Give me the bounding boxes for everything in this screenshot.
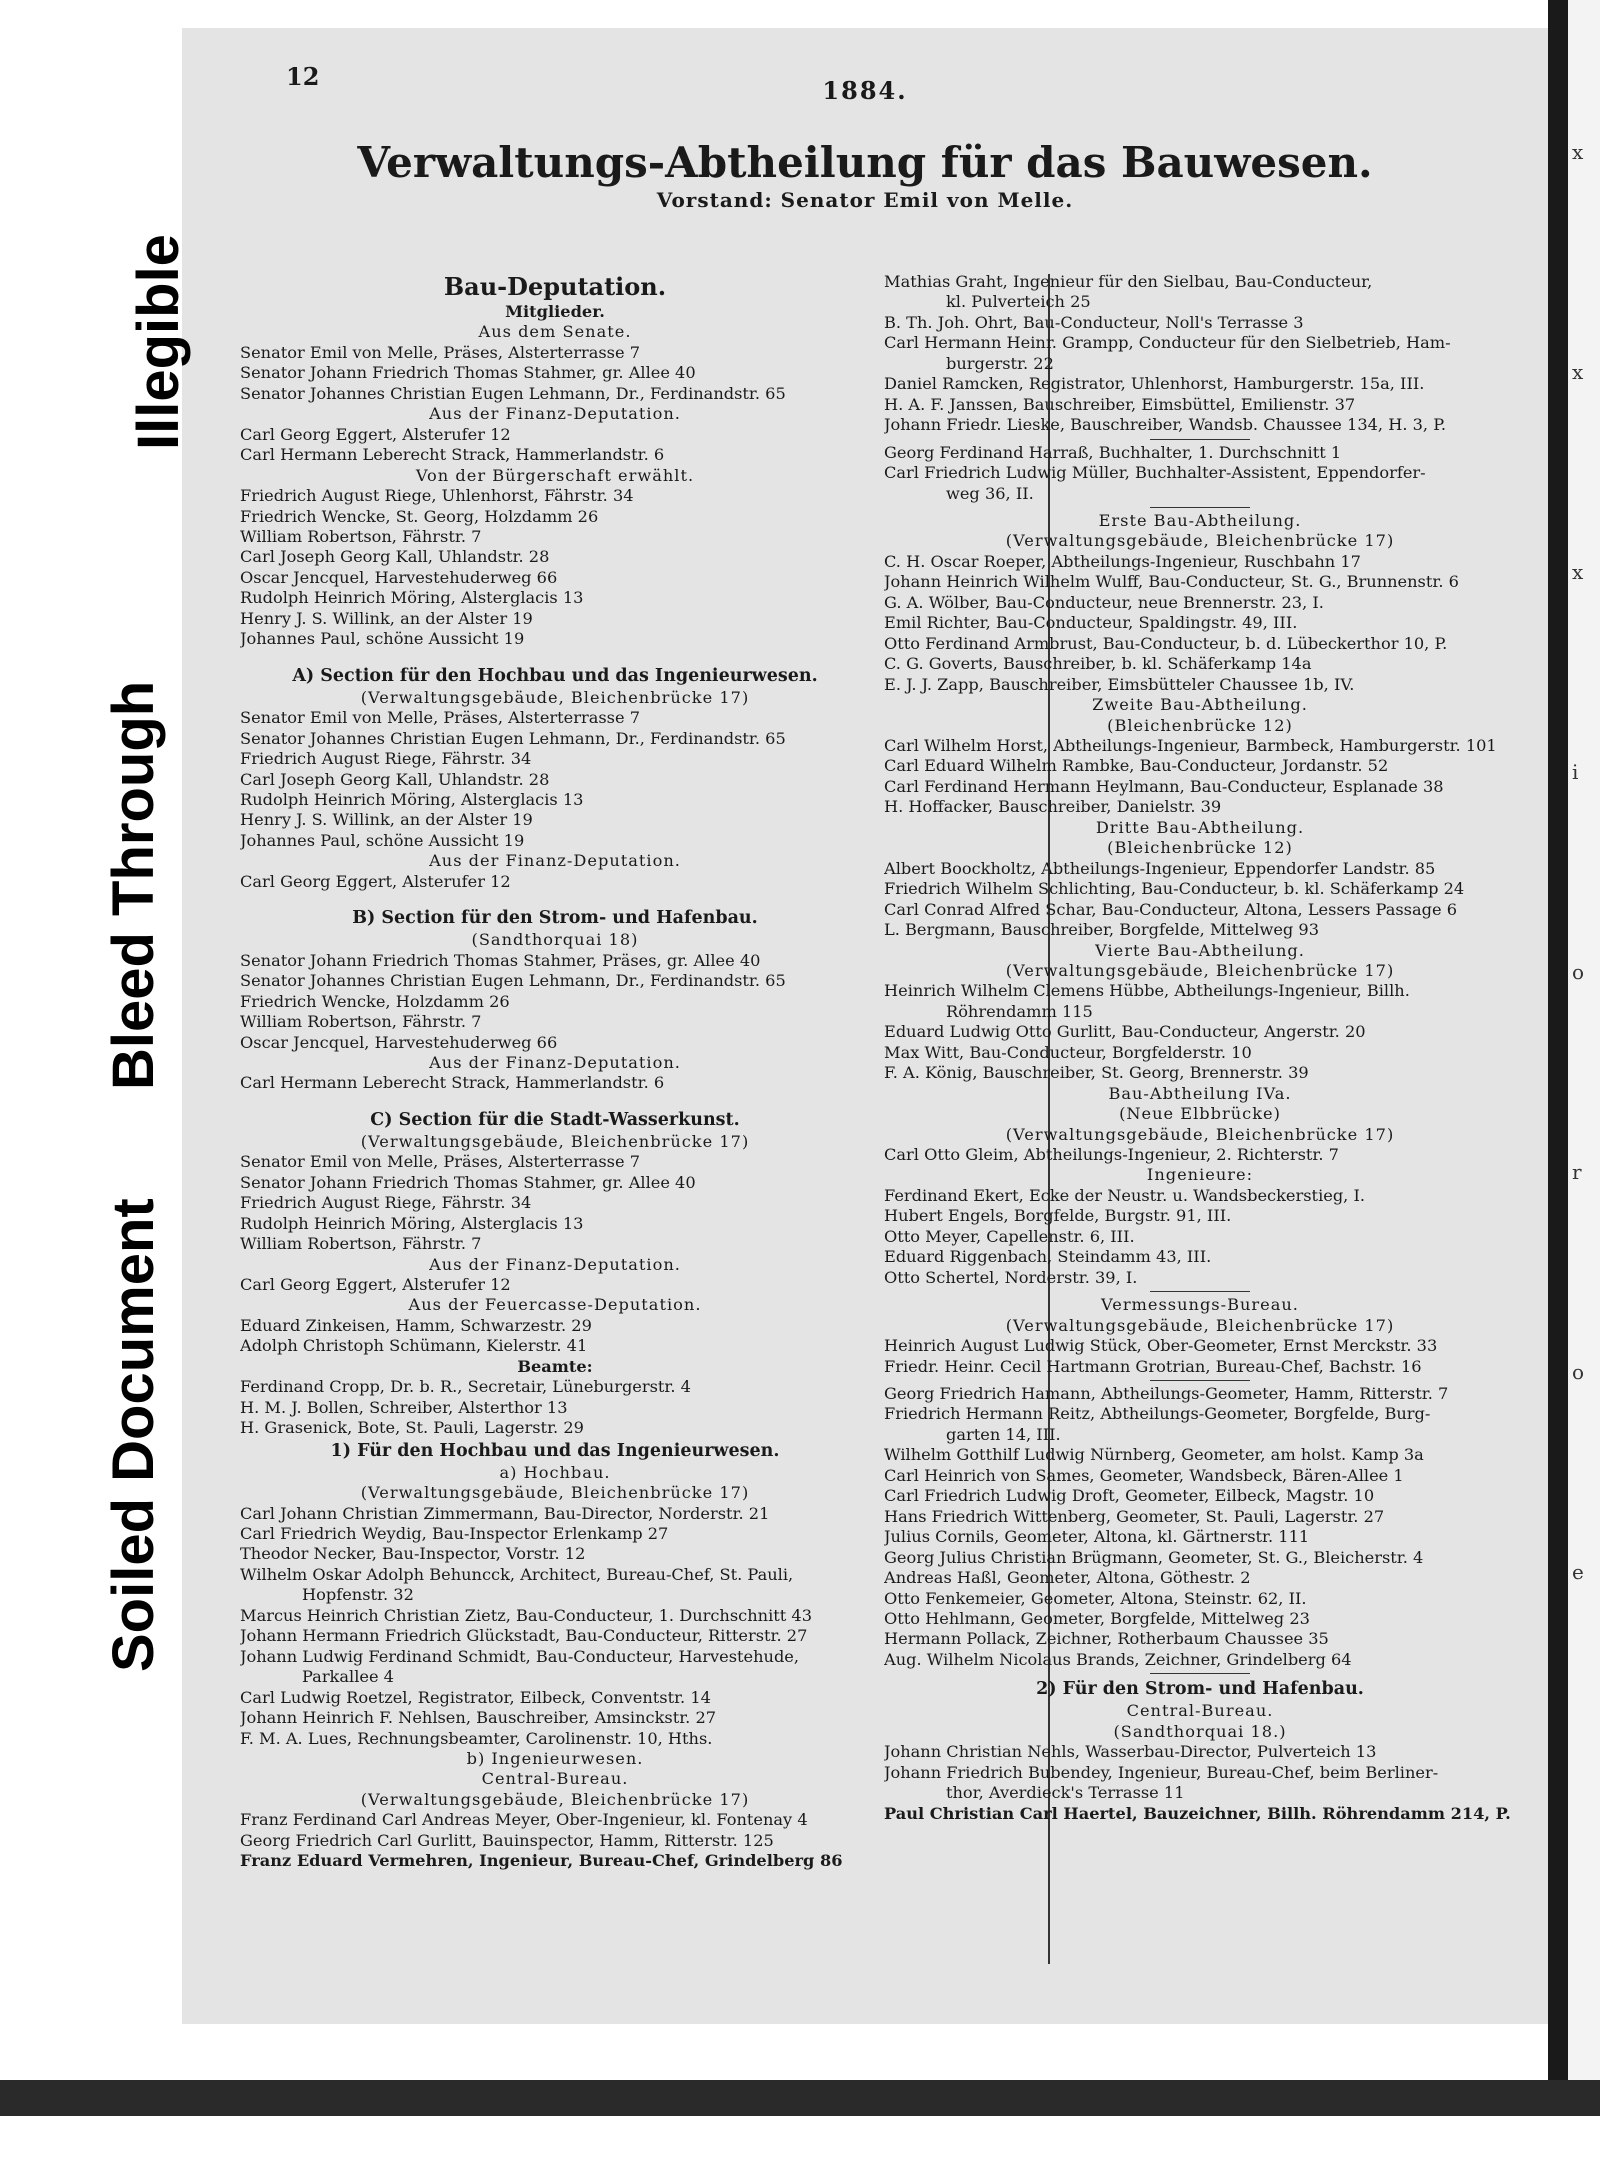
group-caption: (Sandthorquai 18) bbox=[471, 930, 639, 950]
page-year: 1884. bbox=[822, 76, 908, 105]
group-caption: Dritte Bau-Abtheilung. bbox=[1095, 817, 1305, 837]
entry-line: Aug. Wilhelm Nicolaus Brands, Zeichner, Grindelberg 64 bbox=[884, 1649, 1352, 1669]
separator-rule bbox=[1150, 1673, 1250, 1674]
group-caption: Vermessungs-Bureau. bbox=[1101, 1295, 1299, 1315]
entry-line: L. Bergmann, Bauschreiber, Borgfelde, Mittelweg 93 bbox=[884, 920, 1319, 940]
entry-line: Eduard Riggenbach, Steindamm 43, III. bbox=[884, 1247, 1212, 1267]
entry-continuation: kl. Pulverteich 25 bbox=[946, 292, 1091, 312]
entry-continuation: weg 36, II. bbox=[946, 483, 1034, 503]
page-vorstand: Vorstand: Senator Emil von Melle. bbox=[656, 188, 1074, 212]
group-caption: (Verwaltungsgebäude, Bleichenbrücke 17) bbox=[360, 687, 750, 707]
entry-line: Franz Eduard Vermehren, Ingenieur, Bureau-Chef, Grindelberg 86 bbox=[240, 1851, 843, 1871]
entry-line: E. J. J. Zapp, Bauschreiber, Eimsbütteler Chaussee 1b, IV. bbox=[884, 674, 1355, 694]
entry-continuation: Parkallee 4 bbox=[302, 1667, 394, 1687]
entry-line: F. M. A. Lues, Rechnungsbeamter, Carolinenstr. 10, Hths. bbox=[240, 1728, 713, 1748]
entry-line: Max Witt, Bau-Conducteur, Borgfelderstr. 10 bbox=[884, 1042, 1252, 1062]
spacer bbox=[240, 1094, 870, 1108]
entry-line: Emil Richter, Bau-Conducteur, Spaldingstr. 49, III. bbox=[884, 613, 1298, 633]
scan-bottom-edge bbox=[0, 2080, 1600, 2116]
entry-line: H. Grasenick, Bote, St. Pauli, Lagerstr. 29 bbox=[240, 1418, 584, 1438]
entry-line: Rudolph Heinrich Möring, Alsterglacis 13 bbox=[240, 789, 584, 809]
entry-line: Friedrich Hermann Reitz, Abtheilungs-Geometer, Borgfelde, Burg- bbox=[884, 1404, 1431, 1424]
entry-line: Johann Ludwig Ferdinand Schmidt, Bau-Conducteur, Harvestehude, bbox=[240, 1646, 800, 1666]
group-caption: (Verwaltungsgebäude, Bleichenbrücke 17) bbox=[1005, 1315, 1395, 1335]
group-caption: Central-Bureau. bbox=[1126, 1701, 1274, 1721]
entry-line: Andreas Haßl, Geometer, Altona, Göthestr. 2 bbox=[884, 1568, 1251, 1588]
entry-line: C. G. Goverts, Bauschreiber, b. kl. Schäferkamp 14a bbox=[884, 654, 1312, 674]
entry-line: Ferdinand Cropp, Dr. b. R., Secretair, Lüneburgerstr. 4 bbox=[240, 1377, 691, 1397]
section-heading: 2) Für den Strom- und Hafenbau. bbox=[1036, 1679, 1364, 1700]
entry-line: C. H. Oscar Roeper, Abtheilungs-Ingenieur, Ruschbahn 17 bbox=[884, 551, 1361, 571]
entry-line: Otto Ferdinand Armbrust, Bau-Conducteur, b. d. Lübeckerthor 10, P. bbox=[884, 633, 1448, 653]
group-caption: (Sandthorquai 18.) bbox=[1113, 1721, 1287, 1741]
entry-line: Friedrich August Riege, Fährstr. 34 bbox=[240, 749, 532, 769]
separator-rule bbox=[1150, 1380, 1250, 1381]
entry-line: Rudolph Heinrich Möring, Alsterglacis 13 bbox=[240, 588, 584, 608]
entry-line: Carl Georg Eggert, Alsterufer 12 bbox=[240, 424, 511, 444]
entry-line: Heinrich Wilhelm Clemens Hübbe, Abtheilungs-Ingenieur, Billh. bbox=[884, 981, 1410, 1001]
spacer bbox=[240, 892, 870, 906]
group-caption: Aus der Finanz-Deputation. bbox=[429, 404, 681, 424]
group-caption: Aus dem Senate. bbox=[478, 322, 632, 342]
entry-line: Carl Joseph Georg Kall, Uhlandstr. 28 bbox=[240, 547, 550, 567]
group-caption: (Verwaltungsgebäude, Bleichenbrücke 17) bbox=[360, 1483, 750, 1503]
entry-line: William Robertson, Fährstr. 7 bbox=[240, 1012, 482, 1032]
entry-line: Adolph Christoph Schümann, Kielerstr. 41 bbox=[240, 1336, 588, 1356]
entry-line: Johannes Paul, schöne Aussicht 19 bbox=[240, 830, 525, 850]
subheading: Beamte: bbox=[517, 1356, 593, 1376]
entry-line: Oscar Jencquel, Harvestehuderweg 66 bbox=[240, 567, 558, 587]
group-caption: b) Ingenieurwesen. bbox=[466, 1749, 644, 1768]
entry-line: Carl Ludwig Roetzel, Registrator, Eilbeck, Conventstr. 14 bbox=[240, 1687, 711, 1707]
entry-line: Carl Otto Gleim, Abtheilungs-Ingenieur, 2. Richterstr. 7 bbox=[884, 1145, 1339, 1165]
entry-line: Otto Meyer, Capellenstr. 6, III. bbox=[884, 1226, 1135, 1246]
group-caption: Aus der Finanz-Deputation. bbox=[429, 1254, 681, 1274]
group-caption: (Bleichenbrücke 12) bbox=[1107, 838, 1293, 858]
entry-line: Henry J. S. Willink, an der Alster 19 bbox=[240, 608, 533, 628]
entry-continuation: thor, Averdieck's Terrasse 11 bbox=[946, 1783, 1185, 1803]
entry-line: Johann Friedr. Lieske, Bauschreiber, Wandsb. Chaussee 134, H. 3, P. bbox=[884, 415, 1446, 435]
entry-line: H. M. J. Bollen, Schreiber, Alsterthor 13 bbox=[240, 1397, 568, 1417]
entry-line: F. A. König, Bauschreiber, St. Georg, Brennerstr. 39 bbox=[884, 1063, 1309, 1083]
entry-line: Carl Hermann Leberecht Strack, Hammerlandstr. 6 bbox=[240, 445, 665, 465]
entry-line: Johann Heinrich Wilhelm Wulff, Bau-Conducteur, St. G., Brunnenstr. 6 bbox=[884, 572, 1459, 592]
separator-rule bbox=[1150, 507, 1250, 508]
separator-rule bbox=[1150, 1291, 1250, 1292]
entry-line: Carl Friedrich Ludwig Müller, Buchhalter-Assistent, Eppendorfer- bbox=[884, 463, 1426, 483]
group-caption: a) Hochbau. bbox=[499, 1462, 611, 1482]
group-caption: Central-Bureau. bbox=[481, 1769, 629, 1789]
section-heading: A) Section für den Hochbau und das Ingenieurwesen. bbox=[292, 665, 818, 686]
group-caption: Aus der Finanz-Deputation. bbox=[429, 1052, 681, 1072]
entry-line: Georg Ferdinand Harraß, Buchhalter, 1. Durchschnitt 1 bbox=[884, 442, 1342, 462]
entry-line: Daniel Ramcken, Registrator, Uhlenhorst, Hamburgerstr. 15a, III. bbox=[884, 374, 1425, 394]
separator-rule bbox=[1150, 439, 1250, 440]
entry-line: Friedrich Wilhelm Schlichting, Bau-Conducteur, b. kl. Schäferkamp 24 bbox=[884, 879, 1465, 899]
section-heading: 1) Für den Hochbau und das Ingenieurwesen. bbox=[330, 1440, 780, 1461]
entry-line: Hubert Engels, Borgfelde, Burgstr. 91, III. bbox=[884, 1206, 1232, 1226]
entry-line: Julius Cornils, Geometer, Altona, kl. Gärtnerstr. 111 bbox=[884, 1527, 1310, 1547]
binding-edge bbox=[1548, 0, 1568, 2105]
entry-line: Johann Christian Nehls, Wasserbau-Director, Pulverteich 13 bbox=[884, 1742, 1377, 1762]
entry-line: Carl Conrad Alfred Schar, Bau-Conducteur, Altona, Lessers Passage 6 bbox=[884, 899, 1457, 919]
entry-line: Rudolph Heinrich Möring, Alsterglacis 13 bbox=[240, 1213, 584, 1233]
entry-line: Senator Johannes Christian Eugen Lehmann, Dr., Ferdinandstr. 65 bbox=[240, 383, 786, 403]
group-caption: (Verwaltungsgebäude, Bleichenbrücke 17) bbox=[1005, 1124, 1395, 1144]
entry-line: Carl Wilhelm Horst, Abtheilungs-Ingenieur, Barmbeck, Hamburgerstr. 101 bbox=[884, 735, 1497, 755]
entry-line: Senator Johannes Christian Eugen Lehmann, Dr., Ferdinandstr. 65 bbox=[240, 971, 786, 991]
entry-line: Georg Julius Christian Brügmann, Geometer, St. G., Bleicherstr. 4 bbox=[884, 1547, 1424, 1567]
group-caption: (Neue Elbbrücke) bbox=[1119, 1104, 1281, 1124]
group-caption: Aus der Feuercasse-Deputation. bbox=[408, 1295, 702, 1315]
entry-continuation: Röhrendamm 115 bbox=[946, 1001, 1093, 1021]
section-heading: B) Section für den Strom- und Hafenbau. bbox=[352, 908, 758, 929]
entry-continuation: Hopfenstr. 32 bbox=[302, 1585, 414, 1605]
entry-line: B. Th. Joh. Ohrt, Bau-Conducteur, Noll's Terrasse 3 bbox=[884, 312, 1304, 332]
right-column bbox=[884, 272, 1516, 1824]
entry-line: G. A. Wölber, Bau-Conducteur, neue Brennerstr. 23, I. bbox=[884, 592, 1324, 612]
entry-line: Theodor Necker, Bau-Inspector, Vorstr. 12 bbox=[240, 1544, 586, 1564]
entry-line: H. A. F. Janssen, Bauschreiber, Eimsbüttel, Emilienstr. 37 bbox=[884, 394, 1356, 414]
entry-line: Carl Eduard Wilhelm Rambke, Bau-Conducteur, Jordanstr. 52 bbox=[884, 756, 1389, 776]
group-caption: Ingenieure: bbox=[1146, 1165, 1254, 1185]
group-caption: (Bleichenbrücke 12) bbox=[1107, 715, 1293, 735]
entry-line: Heinrich August Ludwig Stück, Ober-Geometer, Ernst Merckstr. 33 bbox=[884, 1336, 1438, 1356]
entry-line: Georg Friedrich Hamann, Abtheilungs-Geometer, Hamm, Ritterstr. 7 bbox=[884, 1384, 1449, 1404]
entry-line: Friedrich Wencke, Holzdamm 26 bbox=[240, 991, 510, 1011]
entry-line: Eduard Zinkeisen, Hamm, Schwarzestr. 29 bbox=[240, 1315, 592, 1335]
group-caption: (Verwaltungsgebäude, Bleichenbrücke 17) bbox=[1005, 531, 1395, 551]
entry-line: Johann Hermann Friedrich Glückstadt, Bau-Conducteur, Ritterstr. 27 bbox=[240, 1626, 808, 1646]
entry-line: Johann Heinrich F. Nehlsen, Bauschreiber, Amsinckstr. 27 bbox=[240, 1708, 717, 1728]
entry-line: Johann Friedrich Bubendey, Ingenieur, Bureau-Chef, beim Berliner- bbox=[884, 1762, 1439, 1782]
entry-line: Franz Ferdinand Carl Andreas Meyer, Ober-Ingenieur, kl. Fontenay 4 bbox=[240, 1810, 808, 1830]
label-illegible: Illegible bbox=[126, 234, 191, 450]
label-soiled-document: Soiled Document bbox=[101, 1198, 166, 1672]
entry-line: Otto Fenkemeier, Geometer, Altona, Steinstr. 62, II. bbox=[884, 1588, 1307, 1608]
group-caption: (Verwaltungsgebäude, Bleichenbrücke 17) bbox=[1005, 960, 1395, 980]
document-page bbox=[182, 28, 1548, 2024]
entry-line: Carl Friedrich Ludwig Droft, Geometer, Eilbeck, Magstr. 10 bbox=[884, 1486, 1375, 1506]
spacer bbox=[240, 650, 870, 664]
entry-line: Ferdinand Ekert, Ecke der Neustr. u. Wandsbeckerstieg, I. bbox=[884, 1185, 1366, 1205]
entry-line: Hans Friedrich Wittenberg, Geometer, St. Pauli, Lagerstr. 27 bbox=[884, 1506, 1385, 1526]
group-caption: Vierte Bau-Abtheilung. bbox=[1095, 940, 1305, 960]
page-title: Verwaltungs-Abtheilung für das Bauwesen. bbox=[357, 138, 1373, 187]
entry-line: Senator Emil von Melle, Präses, Alsterterrasse 7 bbox=[240, 1152, 641, 1172]
group-caption: Erste Bau-Abtheilung. bbox=[1098, 510, 1302, 530]
entry-line: Senator Johann Friedrich Thomas Stahmer, gr. Allee 40 bbox=[240, 363, 696, 383]
entry-line: H. Hoffacker, Bauschreiber, Danielstr. 39 bbox=[884, 797, 1222, 817]
entry-line: Carl Joseph Georg Kall, Uhlandstr. 28 bbox=[240, 769, 550, 789]
entry-line: Paul Christian Carl Haertel, Bauzeichner, Billh. Röhrendamm 214, P. bbox=[884, 1803, 1511, 1823]
entry-line: Senator Johannes Christian Eugen Lehmann, Dr., Ferdinandstr. 65 bbox=[240, 728, 786, 748]
entry-line: Friedr. Heinr. Cecil Hartmann Grotrian, Bureau-Chef, Bachstr. 16 bbox=[884, 1356, 1422, 1376]
entry-line: William Robertson, Fährstr. 7 bbox=[240, 1234, 482, 1254]
entry-line: Oscar Jencquel, Harvestehuderweg 66 bbox=[240, 1032, 558, 1052]
entry-continuation: garten 14, III. bbox=[946, 1424, 1061, 1444]
entry-line: Carl Hermann Heinr. Grampp, Conducteur für den Sielbetrieb, Ham- bbox=[884, 333, 1451, 353]
group-caption: Von der Bürgerschaft erwählt. bbox=[415, 465, 695, 485]
group-caption: (Verwaltungsgebäude, Bleichenbrücke 17) bbox=[360, 1131, 750, 1151]
page-number: 12 bbox=[286, 62, 320, 91]
next-page-edge: x x x i o r o e bbox=[1568, 0, 1600, 2105]
subheading: Mitglieder. bbox=[505, 302, 605, 321]
entry-line: Mathias Graht, Ingenieur für den Sielbau, Bau-Conducteur, bbox=[884, 272, 1373, 291]
entry-line: Senator Emil von Melle, Präses, Alsterterrasse 7 bbox=[240, 342, 641, 362]
label-bleed-through: Bleed Through bbox=[101, 680, 166, 1090]
left-column bbox=[240, 272, 870, 1872]
entry-line: Marcus Heinrich Christian Zietz, Bau-Conducteur, 1. Durchschnitt 43 bbox=[240, 1605, 813, 1625]
entry-line: Wilhelm Gotthilf Ludwig Nürnberg, Geometer, am holst. Kamp 3a bbox=[884, 1445, 1424, 1465]
entry-line: Carl Friedrich Weydig, Bau-Inspector Erlenkamp 27 bbox=[240, 1524, 669, 1544]
entry-line: Eduard Ludwig Otto Gurlitt, Bau-Conducteur, Angerstr. 20 bbox=[884, 1022, 1366, 1042]
entry-line: Henry J. S. Willink, an der Alster 19 bbox=[240, 810, 533, 830]
group-caption: (Verwaltungsgebäude, Bleichenbrücke 17) bbox=[360, 1789, 750, 1809]
entry-line: Carl Johann Christian Zimmermann, Bau-Director, Norderstr. 21 bbox=[240, 1503, 770, 1523]
entry-line: Carl Georg Eggert, Alsterufer 12 bbox=[240, 1275, 511, 1295]
group-caption: Bau-Abtheilung IVa. bbox=[1108, 1083, 1292, 1103]
entry-line: Friedrich August Riege, Fährstr. 34 bbox=[240, 1193, 532, 1213]
entry-line: Senator Johann Friedrich Thomas Stahmer, gr. Allee 40 bbox=[240, 1172, 696, 1192]
entry-line: Georg Friedrich Carl Gurlitt, Bauinspector, Hamm, Ritterstr. 125 bbox=[240, 1830, 774, 1850]
entry-line: Carl Georg Eggert, Alsterufer 12 bbox=[240, 871, 511, 891]
entry-line: Carl Hermann Leberecht Strack, Hammerlandstr. 6 bbox=[240, 1073, 665, 1093]
section-heading: Bau-Deputation. bbox=[443, 272, 667, 301]
group-caption: Aus der Finanz-Deputation. bbox=[429, 851, 681, 871]
entry-line: Carl Heinrich von Sames, Geometer, Wandsbeck, Bären-Allee 1 bbox=[884, 1465, 1404, 1485]
entry-line: Johannes Paul, schöne Aussicht 19 bbox=[240, 629, 525, 649]
section-heading: C) Section für die Stadt-Wasserkunst. bbox=[370, 1109, 740, 1130]
entry-line: Senator Johann Friedrich Thomas Stahmer, Präses, gr. Allee 40 bbox=[240, 950, 761, 970]
entry-line: Otto Schertel, Norderstr. 39, I. bbox=[884, 1267, 1138, 1287]
entry-continuation: burgerstr. 22 bbox=[946, 353, 1054, 373]
entry-line: Otto Hehlmann, Geometer, Borgfelde, Mittelweg 23 bbox=[884, 1609, 1310, 1628]
entry-line: William Robertson, Fährstr. 7 bbox=[240, 526, 482, 546]
group-caption: Zweite Bau-Abtheilung. bbox=[1092, 695, 1308, 715]
entry-line: Friedrich August Riege, Uhlenhorst, Fährstr. 34 bbox=[240, 486, 634, 506]
entry-line: Hermann Pollack, Zeichner, Rotherbaum Chaussee 35 bbox=[884, 1629, 1329, 1649]
entry-line: Senator Emil von Melle, Präses, Alsterterrasse 7 bbox=[240, 708, 641, 728]
entry-line: Albert Boockholtz, Abtheilungs-Ingenieur, Eppendorfer Landstr. 85 bbox=[884, 858, 1436, 878]
entry-line: Wilhelm Oskar Adolph Behuncck, Architect, Bureau-Chef, St. Pauli, bbox=[240, 1564, 794, 1584]
entry-line: Carl Ferdinand Hermann Heylmann, Bau-Conducteur, Esplanade 38 bbox=[884, 776, 1444, 796]
entry-line: Friedrich Wencke, St. Georg, Holzdamm 26 bbox=[240, 506, 599, 526]
